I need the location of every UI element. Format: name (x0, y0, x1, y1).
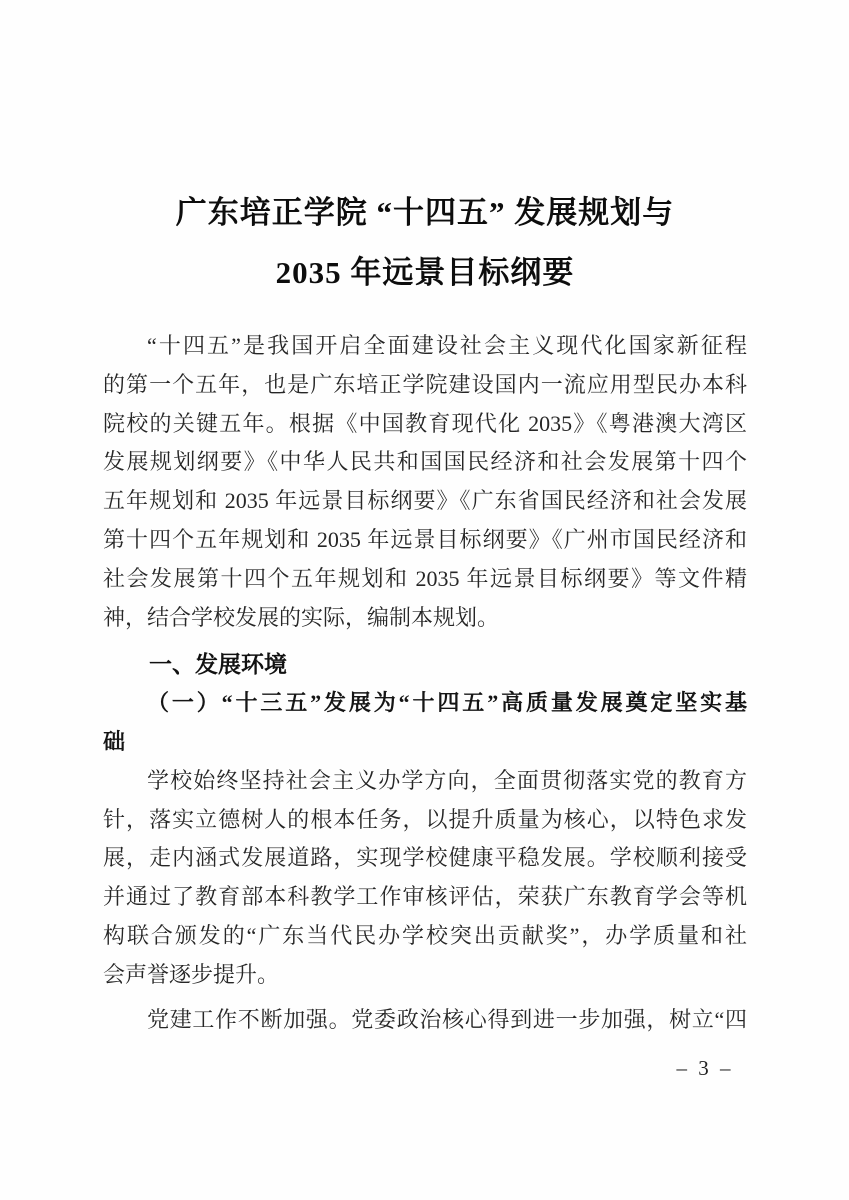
paragraph-line: 社会发展第十四个五年规划和 2035 年远景目标纲要》等文件精 (103, 565, 747, 591)
title-line-2: 2035 年远景目标纲要 (275, 255, 575, 290)
paragraph-line: 展，走内涵式发展道路，实现学校健康平稳发展。学校顺利接受 (103, 845, 747, 871)
paragraph-line: 的第一个五年，也是广东培正学院建设国内一流应用型民办本科 (103, 371, 747, 397)
paragraph-3 (103, 1001, 747, 1040)
section-heading: 一、发展环境 (149, 651, 287, 678)
paragraph-line: 并通过了教育部本科教学工作审核评估，荣获广东教育学会等机 (103, 884, 747, 910)
paragraph-line: 学校始终坚持社会主义办学方向，全面贯彻落实党的教育方 (147, 767, 747, 793)
subsection-heading (103, 684, 747, 762)
paragraph-line: 会声誉逐步提升。 (103, 961, 280, 987)
paragraph-line: 第十四个五年规划和 2035 年远景目标纲要》《广州市国民经济和 (103, 526, 747, 552)
subsection-heading-line: （一）“十三五”发展为“十四五”高质量发展奠定坚实基 (147, 690, 747, 716)
paragraph-line: 发展规划纲要》《中华人民共和国国民经济和社会发展第十四个 (103, 449, 747, 475)
paragraph-line: 针，落实立德树人的根本任务，以提升质量为核心，以特色求发 (103, 806, 747, 832)
document-content (103, 183, 747, 1039)
document-title (103, 183, 747, 303)
paragraph-line: 党建工作不断加强。党委政治核心得到进一步加强，树立“四 (147, 1006, 747, 1032)
paragraph-line: “十四五”是我国开启全面建设社会主义现代化国家新征程 (147, 333, 747, 358)
paragraph-line: 构联合颁发的“广东当代民办学校突出贡献奖”，办学质量和社 (103, 922, 747, 948)
paragraph-line: 五年规划和 2035 年远景目标纲要》《广东省国民经济和社会发展 (103, 488, 747, 514)
paragraph-line: 院校的关键五年。根据《中国教育现代化 2035》《粤港澳大湾区 (103, 410, 747, 436)
subsection-heading-line: 础 (103, 728, 126, 754)
page-number: – 3 – (676, 1056, 734, 1080)
intro-paragraph (103, 327, 747, 637)
paragraph-2 (103, 762, 747, 995)
paragraph-line: 神，结合学校发展的实际，编制本规划。 (103, 604, 500, 630)
title-line-1: 广东培正学院 “十四五” 发展规划与 (175, 195, 675, 230)
